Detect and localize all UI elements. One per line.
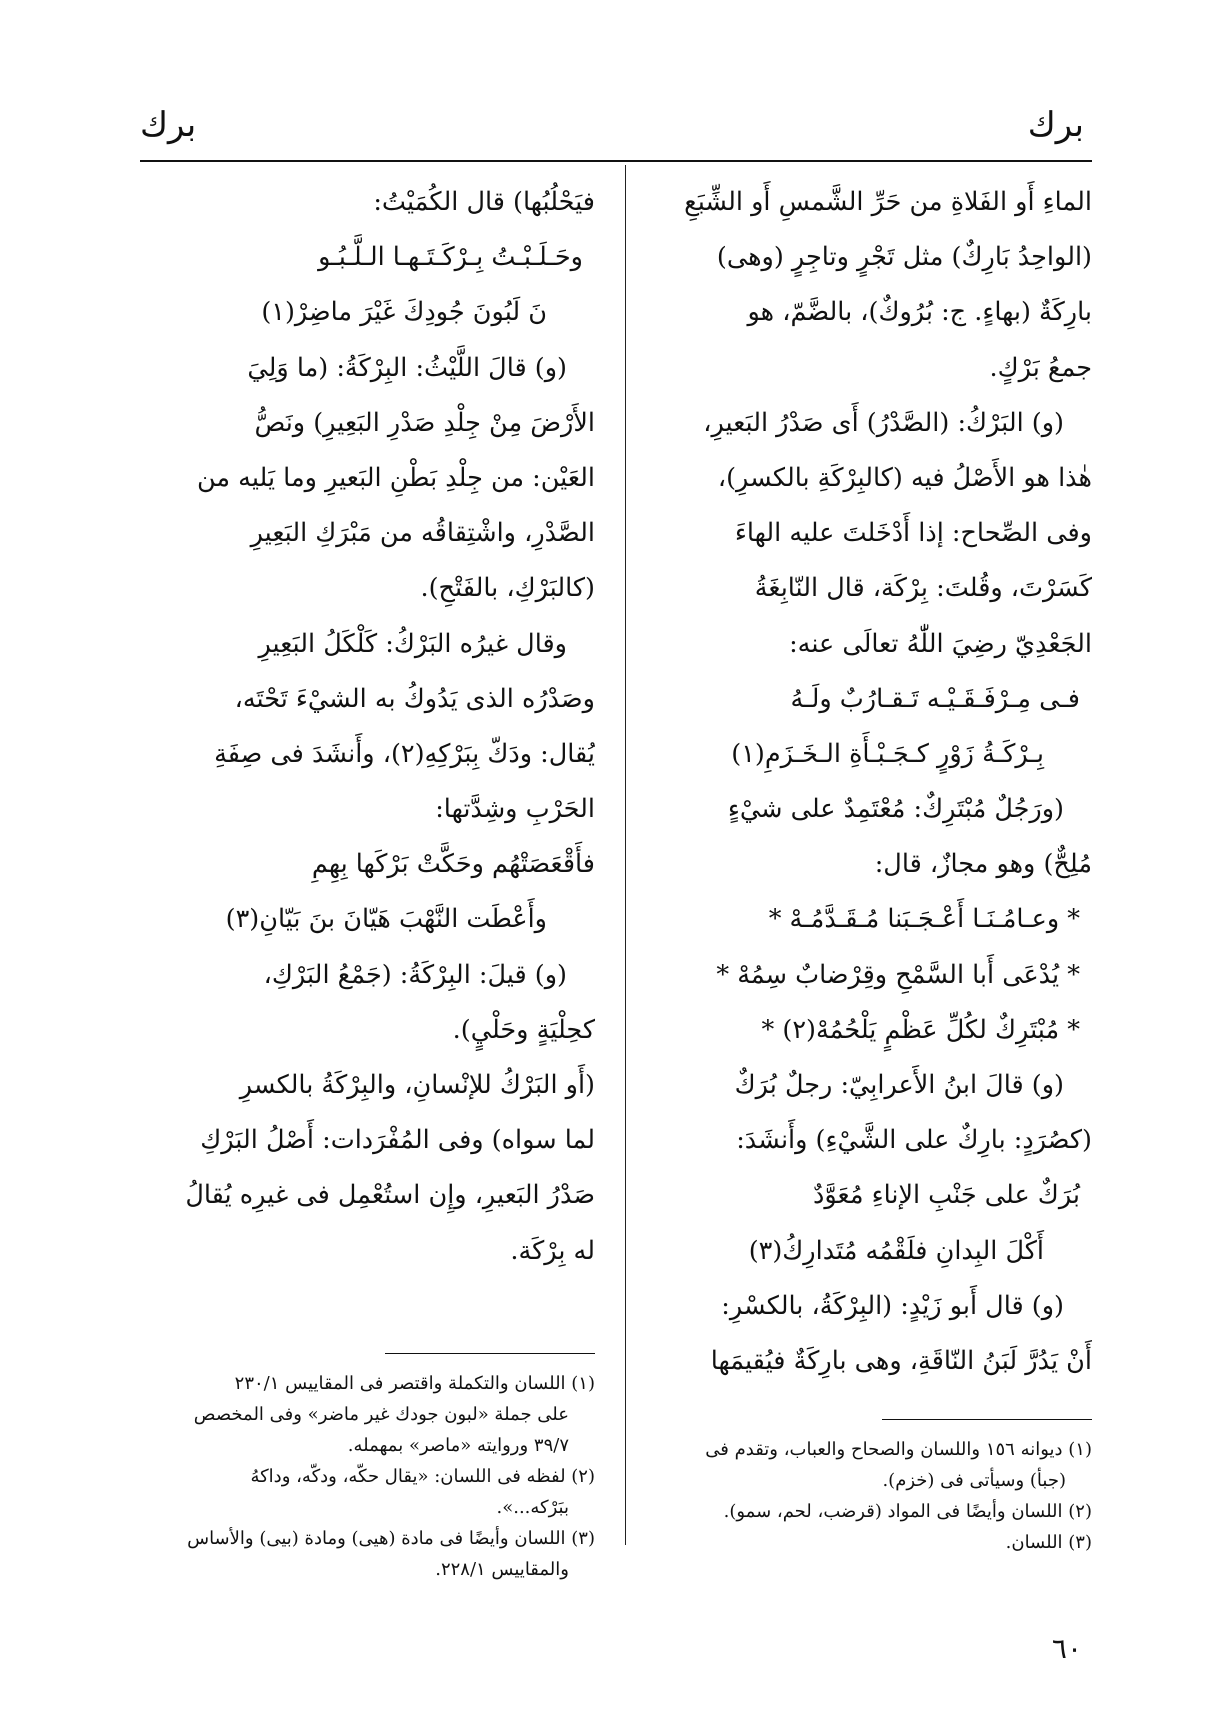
verse-line: بِـرْكَـةُ زَوْرٍ كـجَـبْـأَةِ الـخَـزَمِ(١) — [731, 738, 1044, 769]
verse-line: بُرَكٌ على جَنْبِ الإناءِ مُعَوَّدٌ — [813, 1180, 1080, 1211]
footnote: (١) اللسان والتكملة واقتصر فى المقاييس ٢٣٠/١ — [234, 1372, 595, 1394]
footnote: (جبأ) وسيأتى فى (خزم). — [882, 1470, 1066, 1492]
text-line: أَنْ يَدُرَّ لَبَنُ النّاقَةِ، وهى بارِكَةٌ فيُقيمَها — [710, 1345, 1092, 1376]
text-line: وصَدْرُه الذى يَدُوكُ به الشيْءَ تَحْتَه، — [234, 683, 595, 714]
footnote: (٣) اللسان. — [1005, 1532, 1092, 1554]
text-line: هٰذا هو الأَصْلُ فيه (كالبِرْكَةِ بالكسرِ)، — [717, 462, 1092, 493]
footnote: والمقاييس ٢٢٨/١. — [435, 1558, 569, 1580]
text-line: الصَّدْرِ، واشْتِقاقُه من مَبْرَكِ البَعِيرِ — [250, 518, 595, 549]
verse-line: فأَقْعَصَتْهُم وحَكَّتْ بَرْكَها بِهِمِ — [311, 849, 595, 880]
verse-line: نَ لَبُونَ جُودِكَ غَيْرَ ماضِرْ(١) — [261, 297, 547, 328]
text-line: له بِرْكَة. — [510, 1235, 595, 1266]
text-line: (كصُرَدٍ: بارِكٌ على الشَّيْءِ) وأَنشَدَ: — [736, 1125, 1092, 1156]
text-line: كَسَرْتَ، وقُلتَ: بِرْكَة، قال النّابِغَةُ — [754, 573, 1092, 604]
text-line: (و) البَرْكُ: (الصَّدْرُ) أَى صَدْرُ البَعيرِ، — [703, 407, 1064, 438]
footnote: ٣٩/٧ وروايته «ماصر» بمهمله. — [347, 1434, 569, 1456]
verse-line: * وعـامُـنَـا أَعْـجَـبَنا مُـقَـدَّمُـهْ * — [768, 904, 1080, 935]
text-line: (و) قالَ ابنُ الأَعرابِيّ: رجلٌ بُرَكٌ — [734, 1070, 1064, 1100]
text-line: (الواحِدُ بَارِكٌ) مثل تَجْرٍ وتاجِرٍ (وهى) — [716, 242, 1092, 273]
verse-line: وأَعْطَت النَّهْبَ هَيّانَ بنَ بَيّانِ(٣) — [225, 904, 547, 935]
text-line: الحَرْبِ وشِدَّتها: — [435, 794, 595, 825]
running-header-right: برك — [1027, 105, 1084, 145]
text-line: الجَعْدِيّ رضِيَ اللّٰهُ تعالَى عنه: — [789, 628, 1092, 659]
text-line: كحِلْيَةٍ وحَلْيٍ). — [452, 1014, 595, 1045]
text-line: (و) قالَ اللَّيْثُ: البِرْكَةُ: (ما وَلِيَ — [247, 352, 567, 383]
text-line: العَيْن: من جِلْدِ بَطْنِ البَعيرِ وما يَليه من — [196, 462, 595, 493]
text-line: الماءِ أَو الفَلاةِ من حَرِّ الشَّمسِ أَو الشِّبَعِ — [684, 187, 1092, 217]
text-line: (كالبَرْكِ، بالفَتْحِ). — [420, 573, 595, 604]
column-divider — [625, 165, 626, 1545]
footnote: (٢) لفظه فى اللسان: «يقال حكّه، ودكّه، وداكهُ — [250, 1465, 595, 1487]
text-line: (ورَجُلٌ مُبْتَرِكٌ: مُعْتَمِدٌ على شيْءٍ — [727, 794, 1064, 825]
text-line: الأَرْضَ مِنْ جِلْدِ صَدْرِ البَعِيرِ) ونَصُّ — [254, 407, 595, 438]
text-line: يُقال: ودَكّ بِبَرْكِهِ(٢)، وأَنشَدَ فى صِفَةِ — [214, 738, 595, 769]
text-line: وفى الصِّحاح: إذا أَدْخَلتَ عليه الهاءَ — [734, 518, 1092, 549]
text-line: (و) قيلَ: البِرْكَةُ: (جَمْعُ البَرْكِ، — [263, 959, 567, 990]
footnote: (٣) اللسان وأيضًا فى مادة (هيى) ومادة (بيى) والأساس — [187, 1527, 595, 1549]
footnote: (١) ديوانه ١٥٦ واللسان والصحاح والعباب، وتقدم فى — [705, 1439, 1092, 1461]
text-line: صَدْرُ البَعيرِ، وإِن استُعْمِل فى غيرِه يُقالُ — [185, 1180, 595, 1211]
page-number: ٦٠ — [1051, 1632, 1082, 1665]
text-line: (و) قال أَبو زَيْدٍ: (البِرْكَةُ، بالكسْرِ: — [721, 1290, 1064, 1321]
text-line: (أَو البَرْكُ للإنْسانِ، والبِرْكَةُ بالكسرِ — [239, 1070, 595, 1100]
verse-line: أَكْلَ البِدانِ فلَقْمُه مُتَدارِكُ(٣) — [748, 1235, 1044, 1266]
text-line: وقال غيرُه البَرْكُ: كَلْكَلُ البَعِيرِ — [258, 628, 567, 659]
text-line: بارِكَةٌ (بهاءٍ. ج: بُرُوكٌ)، بالضَّمّ، هو — [747, 297, 1092, 328]
running-header-left: برك — [140, 105, 197, 145]
footnote-rule — [385, 1353, 595, 1354]
footnote: على جملة «لبون جودك غير ماضر» وفى المخصص — [193, 1403, 569, 1425]
footnote: (٢) اللسان وأيضًا فى المواد (قرضب، لحم، سمو). — [723, 1501, 1092, 1523]
text-line: جمعُ بَرْكٍ. — [989, 352, 1092, 383]
header-rule — [140, 160, 1092, 162]
verse-line: * يُدْعَى أَبا السَّمْحِ وقِرْضابٌ سِمُهْ * — [716, 959, 1080, 990]
verse-line: * مُبْتَرِكٌ لكُلِّ عَظْمٍ يَلْحُمُهْ(٢) * — [761, 1014, 1080, 1045]
right-column — [637, 175, 1092, 1558]
verse-line: وحَـلَـبْـتُ بِـرْكَـتَـهـا الـلَّـبُـو — [318, 242, 583, 273]
footnote: ببَرْكه...». — [496, 1496, 569, 1518]
text-line: لما سواه) وفى المُفْرَدات: أَصْلُ البَرْكِ — [200, 1125, 595, 1156]
verse-line: فـى مِـرْفَـقَـيْـه تَـقـارُبٌ ولَـهُ — [790, 683, 1080, 714]
left-column — [140, 175, 595, 1585]
text-line: مُلِحٌّ) وهو مجازٌ، قال: — [874, 849, 1092, 880]
footnote-rule — [882, 1419, 1092, 1420]
text-line: فيَحْلُبُها) قال الكُمَيْتُ: — [373, 187, 595, 217]
